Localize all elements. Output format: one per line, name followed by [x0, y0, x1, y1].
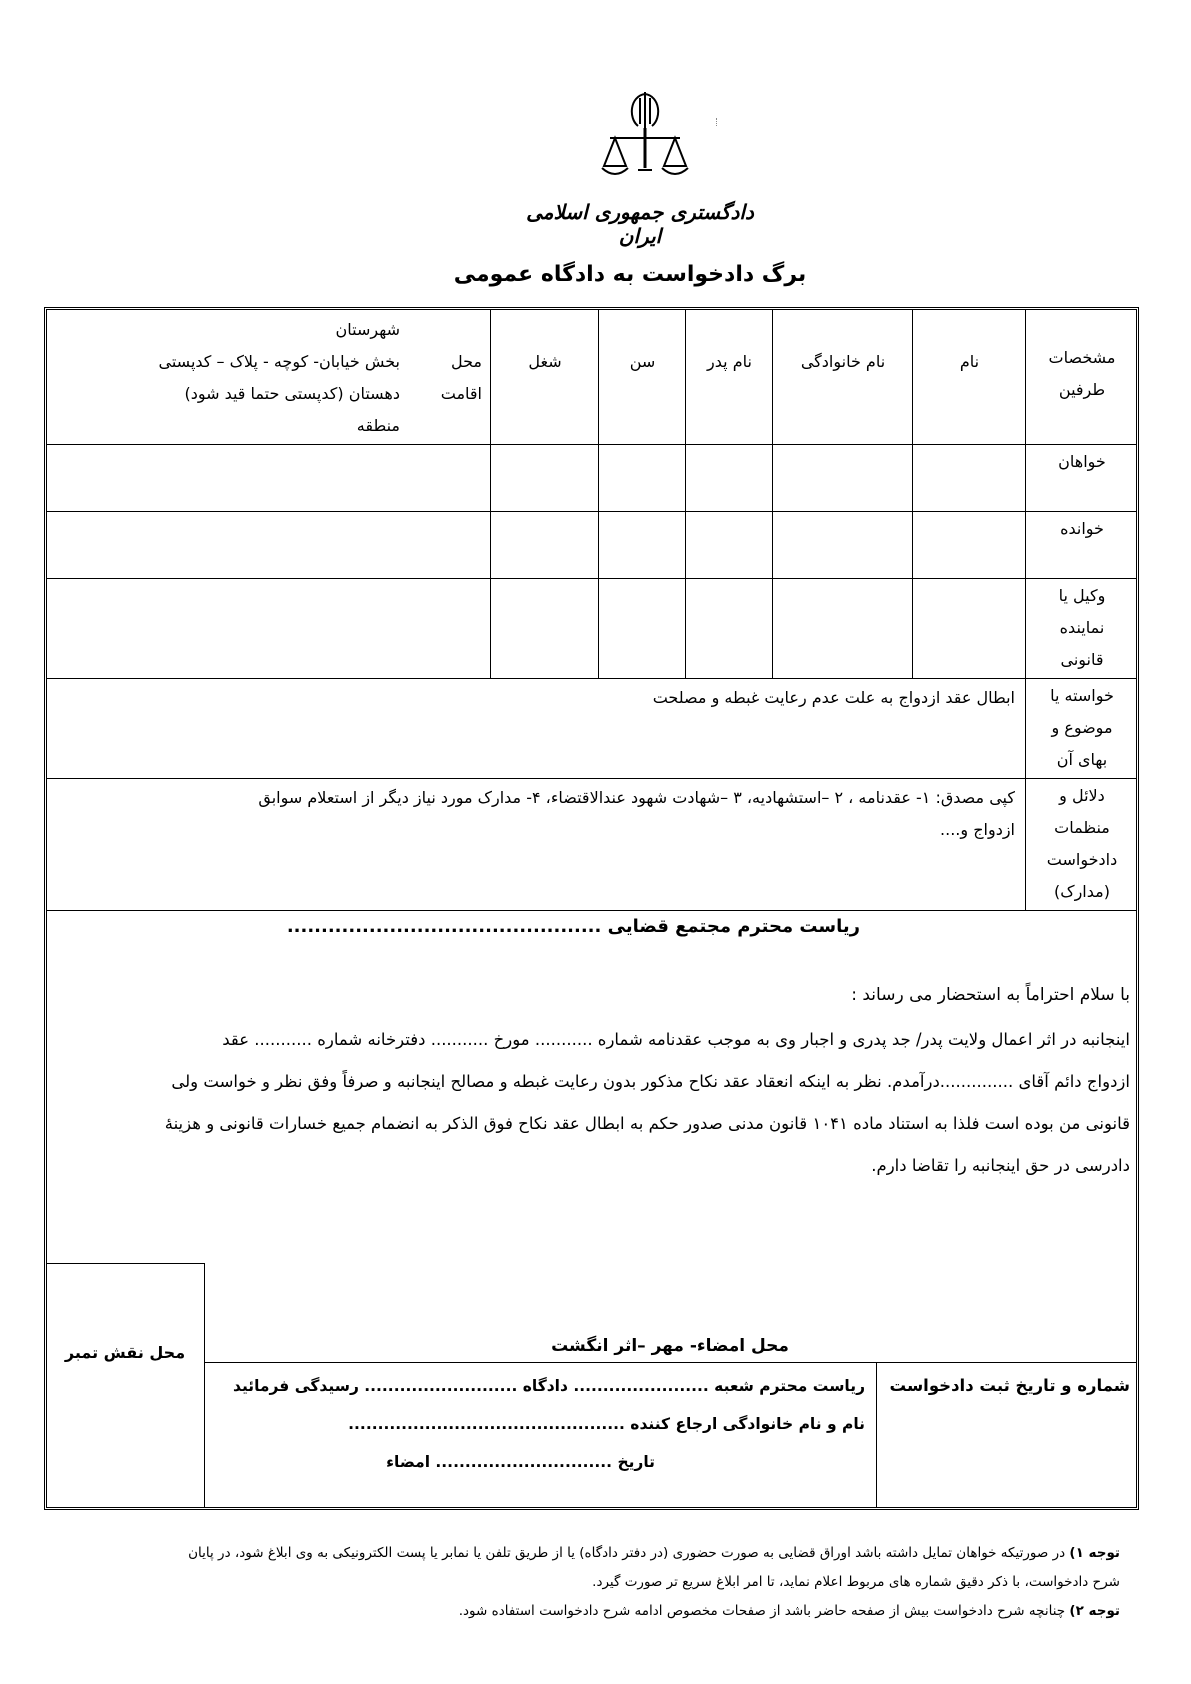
claim-label-line: خواسته یا	[1050, 686, 1114, 705]
note-1-text: در صورتیکه خواهان تمایل داشته باشد اوراق قضایی به صورت حضوری (در دفتر دادگاه) یا از طریق تلفن یا نمابر یا پست الکترونیکی به وی ابلاغ شود، در پایان	[188, 1545, 1066, 1561]
note-1-continuation: شرح دادخواست، با ذکر دقیق شماره های مربوط اعلام نماید، تا امر ابلاغ سریع تر صورت گیرد.	[592, 1574, 1120, 1590]
letter-body-line: اینجانبه در اثر اعمال ولایت پدر/ جد پدری و اجبار وی به موجب عقدنامه شماره ........... مورخ ........... دفترخانه شماره ........... عقد	[222, 1030, 1130, 1049]
letter-body-line: ازدواج دائم آقای ..............درآمدم. نظر به اینکه انعقاد عقد نکاح مذکور بدون رعایت غبطه و مصالح اینجانبه و صرفاً وفق نظر و خواست ولی	[171, 1072, 1130, 1091]
note-2-title: توجه ۲)	[1069, 1603, 1120, 1619]
residence-line: دهستان (کدپستی حتما قید شود)	[184, 384, 400, 403]
table-line	[204, 1362, 1136, 1363]
row-label-lawyer	[1027, 580, 1137, 676]
header-age: سن	[629, 352, 656, 371]
evidence-label-line: دلائل و	[1059, 786, 1105, 805]
signature-place: محل امضاء- مهر –اثر انگشت	[551, 1336, 789, 1356]
row-label-plaintiff: خواهان	[1058, 452, 1106, 471]
referral-line: ریاست محترم شعبه ....................... دادگاه .......................... رسیدگی فرمائید	[233, 1377, 865, 1395]
evidence-label-line: منظمات	[1054, 818, 1110, 837]
judiciary-emblem-icon	[590, 88, 700, 188]
header-residence-label: محل اقامت	[440, 352, 482, 403]
registration-label: شماره و تاریخ ثبت دادخواست	[889, 1376, 1130, 1395]
table-line	[204, 1263, 205, 1507]
residence-line: شهرستان	[335, 320, 400, 339]
note-2-text: چنانچه شرح دادخواست بیش از صفحه حاضر باشد از صفحات مخصوص ادامه شرح دادخواست استفاده شود.	[458, 1603, 1066, 1619]
letter-greeting: با سلام احتراماً به استحضار می رساند :	[851, 985, 1130, 1005]
evidence-label-line: دادخواست	[1046, 850, 1118, 869]
evidence-label-line: (مدارک)	[1054, 882, 1110, 901]
table-line	[47, 1263, 204, 1264]
letter-body-line: قانونی من بوده است فلذا به استناد ماده ۱۰۴۱ قانون مدنی صدور حکم به ابطال عقد نکاح فوق الذکر به انضمام جمیع خسارات قانونی و هزینهٔ	[164, 1114, 1130, 1133]
stamp-place: محل نقش تمبر	[64, 1343, 186, 1362]
header-family-name: نام خانوادگی	[800, 352, 886, 371]
note-1-title: توجه ۱)	[1069, 1545, 1120, 1561]
residence-line: بخش خیابان- کوچه - پلاک – کدپستی	[158, 352, 400, 371]
claim-label-line: بهای آن	[1056, 750, 1108, 769]
table-line	[47, 578, 1136, 579]
referral-line: تاریخ .............................. امضاء	[386, 1453, 655, 1471]
table-line	[1025, 310, 1026, 910]
form-title: برگ دادخواست به دادگاه عمومی	[453, 262, 807, 287]
row-label-line: وکیل یا	[1058, 586, 1106, 605]
residence-line: منطقه	[356, 416, 400, 435]
table-line	[876, 1362, 877, 1507]
letter-body-line: دادرسی در حق اینجانبه را تقاضا دارم.	[871, 1156, 1130, 1175]
referral-line: نام و نام خانوادگی ارجاع کننده ...............................................	[348, 1415, 865, 1433]
evidence-label	[1027, 780, 1137, 908]
letter-addressee: ریاست محترم مجتمع قضایی ..............................................	[286, 916, 860, 937]
note-2-line	[80, 1603, 1120, 1619]
row-label-line: قانونی	[1060, 650, 1104, 669]
header-parties-line: طرفین	[1058, 380, 1106, 399]
evidence-value	[80, 782, 1015, 846]
header-parties-line: مشخصات	[1048, 348, 1116, 367]
table-line	[490, 310, 491, 678]
claim-label-line: موضوع و	[1051, 718, 1113, 737]
table-line	[772, 310, 773, 678]
row-label-line: نماینده	[1059, 618, 1105, 637]
header-parties	[1027, 342, 1137, 406]
table-line	[685, 310, 686, 678]
table-line	[912, 310, 913, 678]
judiciary-name: دادگستری جمهوری اسلامی ایران	[526, 200, 754, 248]
claim-value: ابطال عقد ازدواج به علت عدم رعایت غبطه و مصلحت	[652, 688, 1015, 707]
header-father-name: نام پدر	[707, 352, 752, 371]
note-1-line	[80, 1545, 1120, 1561]
table-line	[47, 511, 1136, 512]
header-residence-details	[90, 314, 400, 442]
claim-label	[1027, 680, 1137, 776]
evidence-line: کپی مصدق: ۱- عقدنامه ، ۲ –استشهادیه، ۳ –شهادت شهود عندالاقتضاء، ۴- مدارک مورد نیاز دیگر از استعلام سوابق	[258, 788, 1015, 807]
header-name: نام	[959, 352, 980, 371]
header-job: شغل	[528, 352, 562, 371]
table-line	[47, 678, 1136, 679]
table-line	[47, 910, 1136, 911]
evidence-line: ازدواج و....	[940, 820, 1015, 839]
row-label-defendant: خوانده	[1060, 519, 1104, 538]
table-line	[47, 444, 1136, 445]
table-line	[47, 778, 1136, 779]
table-line	[598, 310, 599, 678]
dot-mark	[716, 118, 718, 126]
